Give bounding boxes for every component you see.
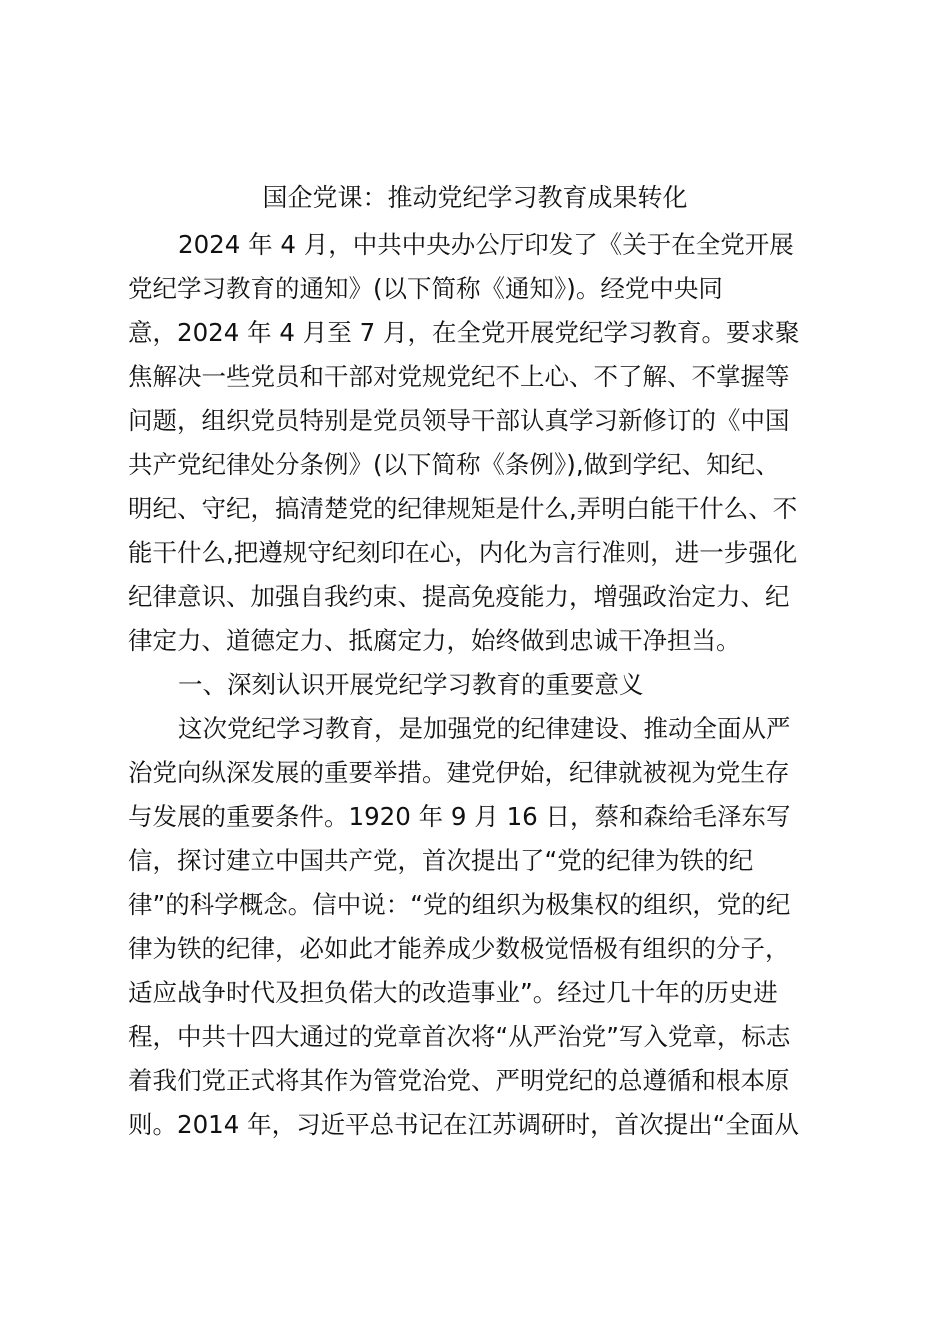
paragraph-line: 则。2014 年，习近平总书记在江苏调研时，首次提出“全面从 [128, 1110, 799, 1139]
paragraph-line: 纪律意识、加强自我约束、提高免疫能力，增强政治定力、纪 [128, 582, 790, 611]
paragraph-line: 着我们党正式将其作为管党治党、严明党纪的总遵循和根本原 [128, 1066, 790, 1095]
paragraph-line: 律为铁的纪律，必如此才能养成少数极觉悟极有组织的分子， [128, 934, 790, 963]
paragraph-line: 律”的科学概念。信中说：“党的组织为极集权的组织，党的纪 [128, 890, 791, 919]
paragraph-line: 治党向纵深发展的重要举措。建党伊始，纪律就被视为党生存 [128, 758, 790, 787]
paragraph-line: 问题，组织党员特别是党员领导干部认真学习新修订的《中国 [128, 406, 790, 435]
paragraph-line: 党纪学习教育的通知》(以下简称《通知》)。经党中央同 [128, 274, 723, 303]
paragraph-line: 2024 年 4 月，中共中央办公厅印发了《关于在全党开展 [178, 230, 794, 259]
paragraph-line: 这次党纪学习教育，是加强党的纪律建设、推动全面从严 [178, 714, 791, 743]
paragraph-line: 与发展的重要条件。1920 年 9 月 16 日，蔡和森给毛泽东写 [128, 802, 791, 831]
paragraph-line: 律定力、道德定力、抵腐定力，始终做到忠诚干净担当。 [128, 626, 741, 655]
document-title: 国企党课：推动党纪学习教育成果转化 [262, 183, 688, 212]
paragraph-line: 程，中共十四大通过的党章首次将“从严治党”写入党章，标志 [128, 1022, 791, 1051]
paragraph-line: 意，2024 年 4 月至 7 月，在全党开展党纪学习教育。要求聚 [128, 318, 800, 347]
paragraph-line: 焦解决一些党员和干部对党规党纪不上心、不了解、不掌握等 [128, 362, 790, 391]
paragraph-line: 信，探讨建立中国共产党，首次提出了“党的纪律为铁的纪 [128, 846, 754, 875]
paragraph-line: 能干什么,把遵规守纪刻印在心，内化为言行准则，进一步强化 [128, 538, 798, 567]
paragraph-line: 共产党纪律处分条例》(以下简称《条例》),做到学纪、知纪、 [128, 450, 780, 479]
section-heading: 一、深刻认识开展党纪学习教育的重要意义 [178, 670, 644, 699]
paragraph-line: 明纪、守纪，搞清楚党的纪律规矩是什么,弄明白能干什么、不 [128, 494, 798, 523]
paragraph-line: 适应战争时代及担负偌大的改造事业”。经过几十年的历史进 [128, 978, 778, 1007]
